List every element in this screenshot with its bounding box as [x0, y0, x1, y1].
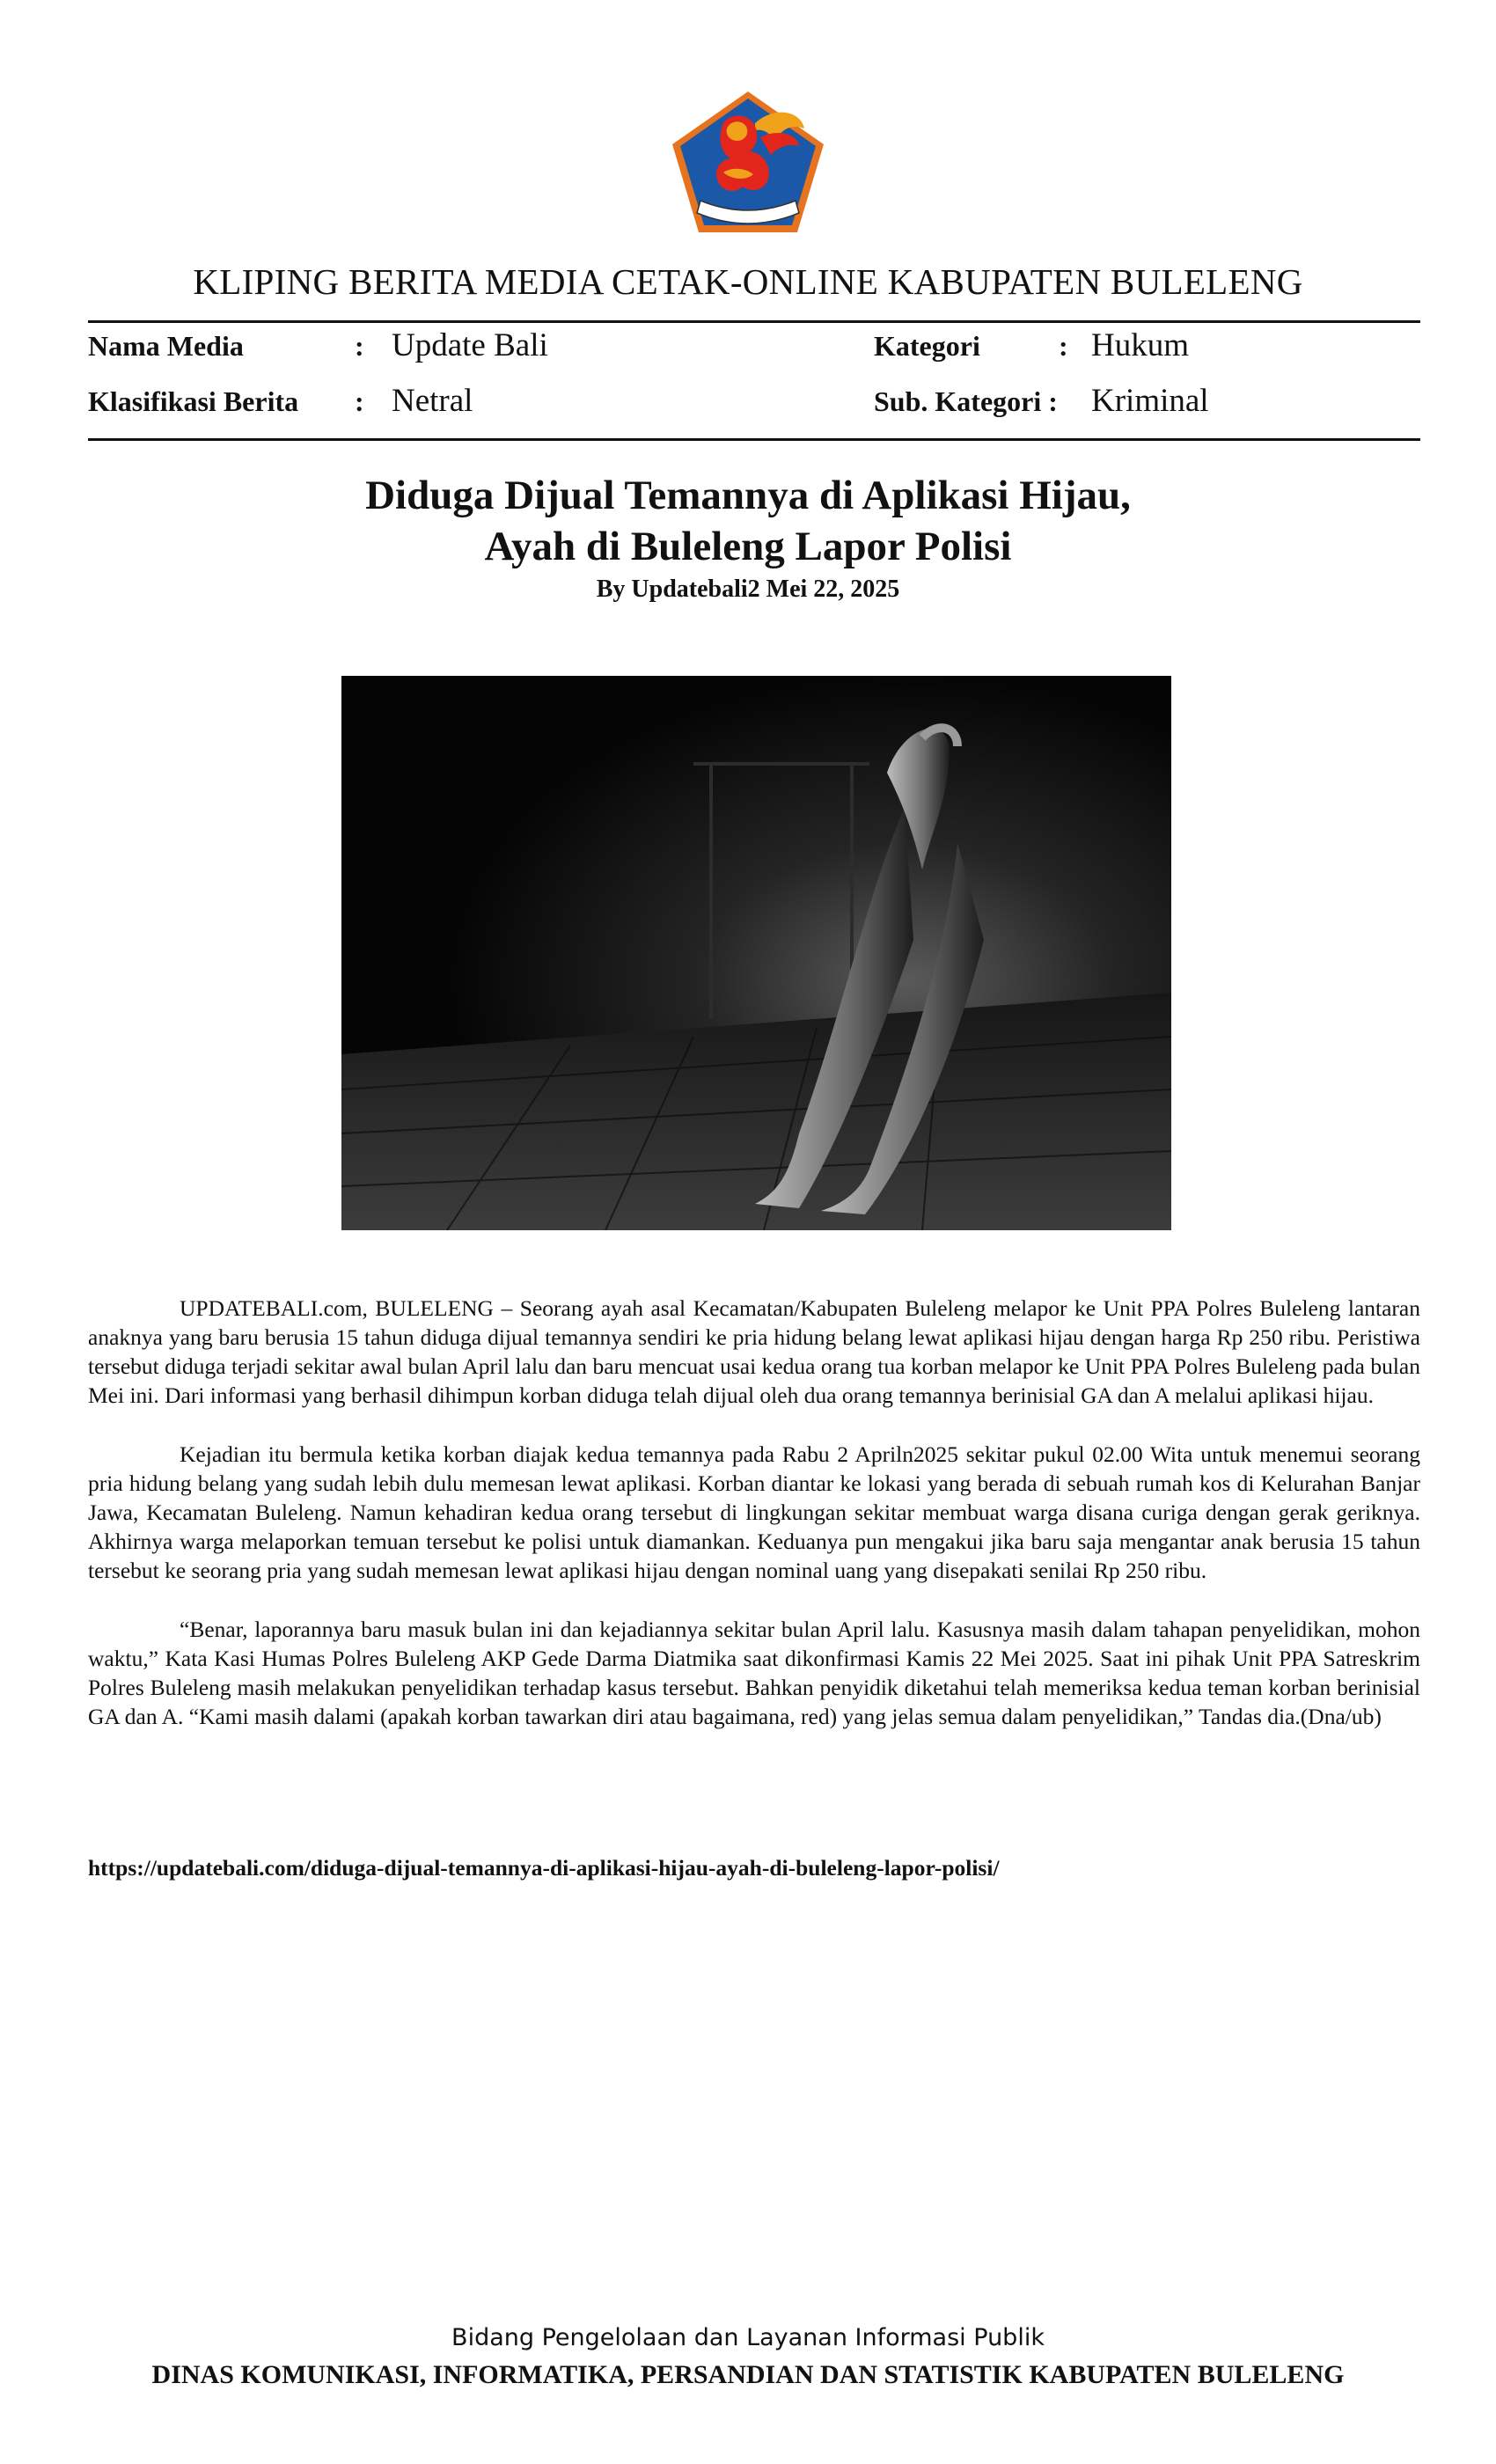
article-headline: [0, 470, 1496, 572]
kategori-value: Hukum: [1091, 327, 1189, 363]
regency-logo-icon: [669, 88, 827, 236]
headline-line-2: Ayah di Buleleng Lapor Polisi: [484, 524, 1012, 569]
header-rule-top: [88, 320, 1420, 323]
nama-media-label: Nama Media: [88, 330, 244, 362]
sub-kategori-label: Sub. Kategori :: [874, 385, 1058, 417]
article-body: [88, 1294, 1420, 1761]
clipping-title: KLIPING BERITA MEDIA CETAK-ONLINE KABUPATEN BULELENG: [193, 261, 1303, 302]
sub-kategori-value: Kriminal: [1091, 383, 1209, 419]
klasifikasi-label: Klasifikasi Berita: [88, 385, 299, 417]
nama-media-value: Update Bali: [392, 327, 548, 363]
header-rule-bottom: [88, 438, 1420, 441]
article-paragraph-1: UPDATEBALI.com, BULELENG – Seorang ayah asal Kecamatan/Kabupaten Buleleng melapor ke Unit PPA Polres Buleleng lantaran anaknya yang baru berusia 15 tahun diduga dijual temannya sendiri ke pria hidung belang lewat aplikasi hijau dengan harga Rp 250 ribu. Peristiwa tersebut diduga terjadi sekitar awal bulan April lalu dan baru mencuat usai kedua orang tua korban melapor ke Unit PPA Polres Buleleng pada bulan Mei ini. Dari informasi yang berhasil dihimpun korban diduga telah dijual oleh dua orang temannya berinisial GA dan A melalui aplikasi hijau.: [88, 1295, 1420, 1408]
klasifikasi-value: Netral: [392, 383, 473, 419]
headline-line-1: Diduga Dijual Temannya di Aplikasi Hijau,: [365, 473, 1131, 518]
source-url-link[interactable]: https://updatebali.com/diduga-dijual-temannya-di-aplikasi-hijau-ayah-di-buleleng-lapor-polisi/: [88, 1855, 1000, 1881]
kategori-colon: :: [1059, 330, 1068, 362]
footer-agency: DINAS KOMUNIKASI, INFORMATIKA, PERSANDIAN DAN STATISTIK KABUPATEN BULELENG: [151, 2360, 1345, 2389]
footer-department: Bidang Pengelolaan dan Layanan Informasi Publik: [451, 2324, 1045, 2351]
meta-row-klasifikasi: [0, 385, 1496, 421]
klasifikasi-colon: :: [355, 385, 364, 417]
meta-row-media: [0, 327, 1496, 365]
article-byline: By Updatebali2 Mei 22, 2025: [596, 576, 900, 603]
kategori-label: Kategori: [874, 330, 980, 362]
article-paragraph-3: “Benar, laporannya baru masuk bulan ini dan kejadiannya sekitar bulan April lalu. Kasusnya masih dalam tahapan penyelidikan, mohon waktu,” Kata Kasi Humas Polres Buleleng AKP Gede Darma Diatmika saat dikonfirmasi Kamis 22 Mei 2025. Saat ini pihak Unit PPA Satreskrim Polres Buleleng masih melakukan penyelidikan terhadap kasus tersebut. Bahkan penyidik diketahui telah memeriksa kedua teman korban berinisial GA dan A. “Kami masih dalami (apakah korban tawarkan diri atau bagaimana, red) yang jelas semua dalam penyelidikan,” Tandas dia.(Dna/ub): [88, 1617, 1420, 1729]
article-paragraph-2: Kejadian itu bermula ketika korban diajak kedua temannya pada Rabu 2 Apriln2025 sekitar pukul 02.00 Wita untuk menemui seorang pria hidung belang yang sudah lebih dulu memesan lewat aplikasi. Korban diantar ke lokasi yang berada di sebuah rumah kos di Kelurahan Banjar Jawa, Kecamatan Buleleng. Namun kehadiran kedua orang tersebut di lingkungan sekitar membuat warga disana curiga dengan gerak geriknya. Akhirnya warga melaporkan temuan tersebut ke polisi untuk diamankan. Keduanya pun mengakui jika baru saja mengantar anak berusia 15 tahun tersebut ke seorang pria yang sudah memesan lewat aplikasi hijau dengan nominal uang yang disepakati senilai Rp 250 ribu.: [88, 1441, 1420, 1583]
article-photo: [341, 676, 1171, 1230]
nama-media-colon: :: [355, 330, 364, 362]
